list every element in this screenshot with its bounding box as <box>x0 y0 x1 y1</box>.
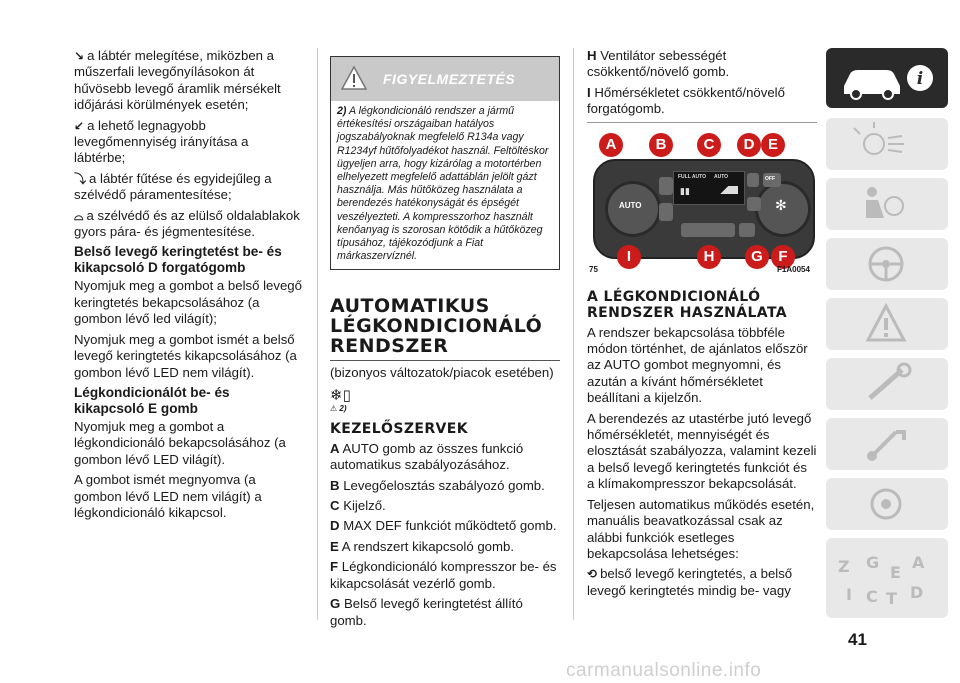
page-number: 41 <box>848 630 867 649</box>
fan-speed-buttons <box>681 223 735 237</box>
section-title: AUTOMATIKUS LÉGKONDICIONÁLÓ RENDSZER <box>330 295 543 358</box>
temperature-knob-right <box>755 181 811 237</box>
recirculation-button <box>739 223 755 237</box>
section-title: A LÉGKONDICIONÁLÓ RENDSZER HASZNÁLATA <box>587 288 788 321</box>
feet-air-icon: ↙ <box>74 118 85 133</box>
airbag-icon <box>826 178 948 230</box>
paragraph: ⌓ a szélvédő és az elülső oldalablakok gyors pára- és jégmentesítése. <box>74 207 300 240</box>
list-item: H Ventilátor sebességét csökkentő/növelő gomb. <box>587 48 730 80</box>
off-button <box>763 173 781 187</box>
display-auto-label: AUTO <box>714 173 729 180</box>
callout-b: B <box>649 133 673 157</box>
paragraph: A berendezés az utastérbe jutó levegő hőmérsékletét, mennyiségét és elosztását szabályozza, valamint kezeli a belső levegő keringtetés funkciót és a klímakompresszor bekapcsolását. <box>587 410 817 492</box>
auto-label: AUTO <box>619 200 642 210</box>
paragraph: Nyomjuk meg a gombot ismét a belső levegő keringtetés kikapcsolásához (a gombon lévő LED nem világít). <box>74 331 297 380</box>
controls-title: KEZELŐSZERVEK <box>330 420 468 437</box>
callout-g: G <box>745 245 769 269</box>
off-label: OFF <box>765 175 775 182</box>
list-item: I Hőmérsékletet csökkentő/növelő forgatógomb. <box>587 84 785 117</box>
svg-text:G: G <box>866 553 880 572</box>
section-heading: Légkondicionálót be- és kikapcsoló E gomb <box>74 384 230 416</box>
callout-d: D <box>737 133 761 157</box>
tab-warning-lights[interactable] <box>826 298 948 350</box>
reference-note: ⚠ 2) <box>330 403 347 413</box>
divider <box>330 360 560 361</box>
list-item: G Belső levegő keringtetést állító gomb. <box>330 596 523 628</box>
svg-text:C: C <box>866 587 878 606</box>
column-divider <box>573 48 574 620</box>
ac-button <box>747 197 761 211</box>
steering-wheel-icon <box>826 238 948 290</box>
svg-text:E: E <box>890 563 901 582</box>
paragraph: A rendszer bekapcsolása többféle módon történhet, de ajánlatos először az AUTO gombot megnyomni, és azután a kívánt hőmérsékletet beállítani a kijelzőn. <box>587 324 808 406</box>
tab-technical-data[interactable] <box>826 478 948 530</box>
paragraph: ↙ a lehető legnagyobb levegőmennyiség irányítása a lábtérbe; <box>74 117 249 166</box>
paragraph: A gombot ismét megnyomva (a gombon lévő LED nem világít) a légkondicionáló kikapcsol. <box>74 472 262 520</box>
technical-data-icon <box>826 478 948 530</box>
warning-text: 2) A légkondicionáló rendszer a jármű értékesítési országaiban hatályos jogszabályoknak megfelelő R134a vagy R1234yf hűtőfolyadékot használ. Feltöltéskor ügyeljen arra, hogy kizárólag a motortérben elhelyezett megfelelő adattáblán jelölt gázt használja. Más hűtőközeg használata a berendezés hatékonyságát és épségét veszélyezteti. A kompresszorhoz használt kenőanyag is szorosan kötődik a hűtőközeg típusához, tájékozódjunk a Fiat márkaszervíznél. <box>337 105 549 263</box>
warning-icon <box>341 65 367 91</box>
warning-header <box>331 57 559 101</box>
display <box>673 171 745 205</box>
svg-text:A: A <box>912 553 925 572</box>
max-def-button <box>747 173 759 187</box>
column-3 <box>587 48 817 603</box>
paragraph: ⤵ a lábtér fűtése és egyidejűleg a szélvédő páramentesítése; <box>74 170 272 203</box>
list-item: B Levegőelosztás szabályozó gomb. <box>330 477 545 493</box>
recirculation-icon: ⟲ <box>587 567 598 582</box>
tab-emergency[interactable] <box>826 358 948 410</box>
display-digits: ▮▮ <box>680 185 690 196</box>
windshield-defrost-icon: ⌓ <box>74 208 84 223</box>
temperature-knob-left <box>605 181 661 237</box>
paragraph: Nyomjuk meg a gombot a légkondicionáló bekapcsolásához (a gombon lévő LED világít). <box>74 418 286 467</box>
paragraph: Teljesen automatikus működés esetén, manuális beavatkozással csak az alábbi funkciók esetleges bekapcsolása lehetséges: <box>587 496 815 561</box>
callout-c: C <box>697 133 721 157</box>
figure-number: 75 <box>589 264 598 274</box>
climate-icon: ❄▯ <box>330 386 351 404</box>
maintenance-icon <box>826 418 948 470</box>
list-item: A AUTO gomb az összes funkció automatikus szabályozásához. <box>330 440 524 473</box>
list-item: D MAX DEF funkciót működtető gomb. <box>330 518 557 534</box>
svg-text:T: T <box>886 589 897 608</box>
distribution-down-button <box>659 203 673 221</box>
tab-lights[interactable] <box>826 118 948 170</box>
fan-icon: ✻ <box>775 196 787 213</box>
feet-vent-icon: ↘ <box>74 49 85 63</box>
paragraph: ⟲ belső levegő keringtetés, a belső levegő keringtetés mindig be- vagy <box>587 566 793 598</box>
feet-defrost-icon: ⤵ <box>74 171 87 186</box>
climate-control-figure <box>587 127 817 287</box>
svg-text:i: i <box>916 69 924 89</box>
tab-starting[interactable] <box>826 238 948 290</box>
warning-box <box>330 56 560 270</box>
distribution-up-button <box>659 177 673 195</box>
index-icon <box>826 538 948 618</box>
list-item: E A rendszert kikapcsoló gomb. <box>330 538 514 554</box>
paragraph: Nyomjuk meg a gombot a belső levegő keringtetés bekapcsolásához (a gombon lévő led világít); <box>74 278 302 327</box>
emergency-icon <box>826 358 948 410</box>
list-item: C Kijelző. <box>330 498 386 514</box>
lights-icon <box>826 118 948 170</box>
tab-dashboard-info[interactable] <box>826 48 948 108</box>
callout-e: E <box>761 133 785 157</box>
section-heading: Belső levegő keringtetést be- és kikapcsoló D forgatógomb <box>74 244 282 276</box>
column-divider <box>317 48 318 620</box>
fan-bar-graph <box>710 186 738 194</box>
warning-lights-icon <box>826 298 948 350</box>
controls-list <box>330 441 560 629</box>
full-auto-label: FULL AUTO <box>678 173 706 180</box>
figure-code: F1A0054 <box>777 264 810 274</box>
watermark: carmanualsonline.info <box>566 660 762 681</box>
svg-text:D: D <box>910 583 924 602</box>
subtitle: (bizonyos változatok/piacok esetében) <box>330 365 554 381</box>
column-1 <box>74 48 302 525</box>
warning-number: 2) <box>337 105 347 117</box>
divider <box>587 122 817 123</box>
paragraph: ↘ a lábtér melegítése, miközben a műszerfali levegőnyílásokon át hűvösebb levegő áramlik mérsékelt időjárási körülmények esetén; <box>74 48 281 113</box>
column-2 <box>330 56 560 633</box>
tab-index[interactable] <box>826 538 948 618</box>
svg-text:Z: Z <box>838 557 850 576</box>
callout-a: A <box>599 133 623 157</box>
callout-i: I <box>617 245 641 269</box>
list-item: F Légkondicionáló kompresszor be- és kikapcsolását vezérlő gomb. <box>330 559 557 591</box>
callout-h: H <box>697 245 721 269</box>
callout-f: F <box>771 245 795 269</box>
tab-maintenance[interactable] <box>826 418 948 470</box>
warning-title: FIGYELMEZTETÉS <box>383 71 516 87</box>
tab-safety[interactable] <box>826 178 948 230</box>
car-info-icon <box>826 48 948 108</box>
svg-text:I: I <box>846 585 852 604</box>
